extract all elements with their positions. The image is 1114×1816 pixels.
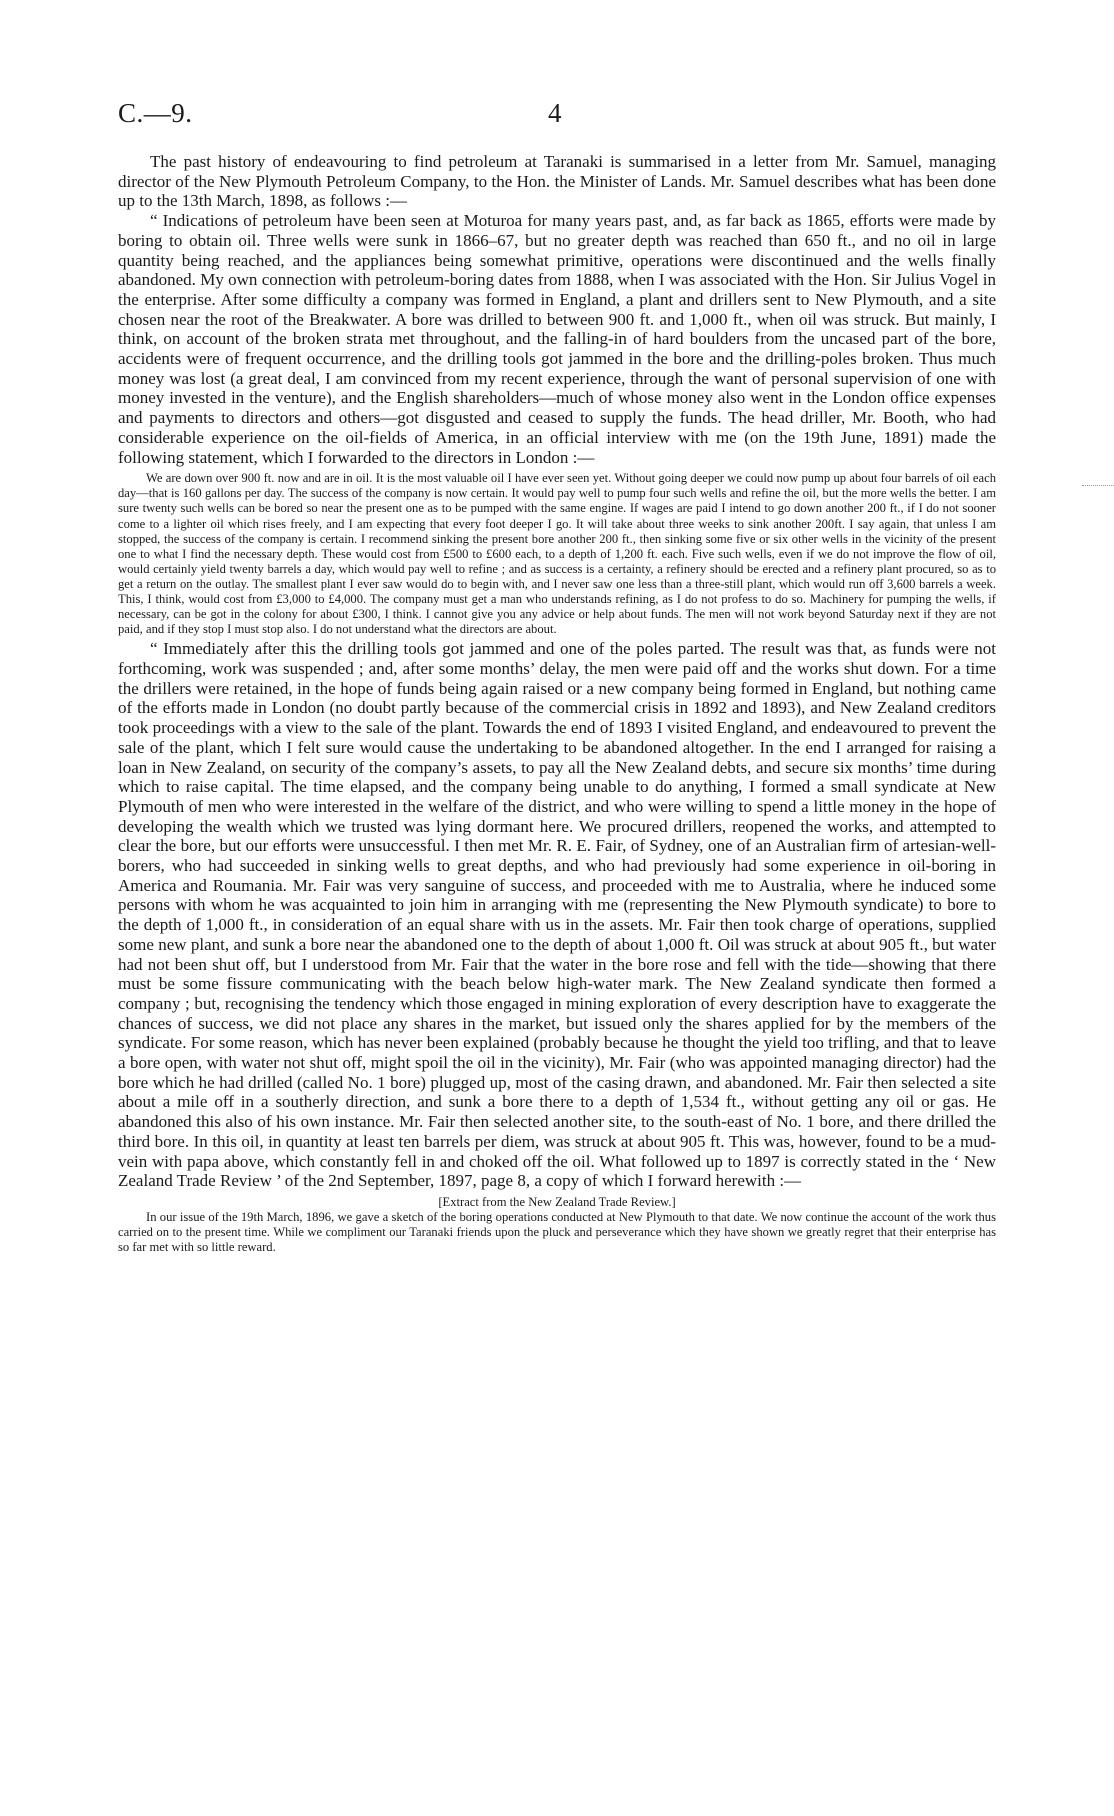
intro-paragraph: The past history of endeavouring to find petroleum at Taranaki is summarised in a letter from Mr. Samuel, managing director of the New Plymouth Petroleum Company, to the Hon. the Minister of Lands. Mr. Samuel describes what has been done up to the 13th March, 1898, as follows :— bbox=[118, 152, 996, 211]
scan-edge-mark bbox=[1082, 485, 1114, 486]
extract-caption: [Extract from the New Zealand Trade Review.] bbox=[438, 1194, 676, 1209]
page-header bbox=[118, 98, 996, 138]
letter-paragraph-1: “ Indications of petroleum have been seen at Moturoa for many years past, and, as far back as 1865, efforts were made by boring to obtain oil. Three wells were sunk in 1866–67, but no greater depth was reached than 650 ft., and no oil in large quantity being reached, and the appliances being somewhat primitive, operations were discontinued and the wells finally abandoned. My own connection with petroleum-boring dates from 1888, when I was associated with the Hon. Sir Julius Vogel in the enterprise. After some difficulty a company was formed in England, a plant and drillers sent to New Plymouth, and a site chosen near the root of the Breakwater. A bore was drilled to between 900 ft. and 1,000 ft., when oil was struck. But mainly, I think, on account of the broken strata met throughout, and the falling-in of hard boulders from the uncased part of the bore, accidents were of frequent occurrence, and the drilling tools got jammed in the bore and the drilling-poles broken. Thus much money was lost (a great deal, I am convinced from my recent experience, through the want of personal supervision of one with money invested in the venture), and the English shareholders—much of whose money also went in the London office expenses and payments to directors and others—got disgusted and ceased to supply the funds. The head driller, Mr. Booth, who had considerable experience on the oil-fields of America, in an official interview with me (on the 19th June, 1891) made the following statement, which I forwarded to the directors in London :— bbox=[118, 211, 996, 467]
booth-statement-paragraph: We are down over 900 ft. now and are in oil. It is the most valuable oil I have ever seen yet. Without going deeper we could now pump up about four barrels of oil each day—that is 160 gallons per day. The success of the company is now certain. It would pay well to pump four such wells and refine the oil, but the more wells the better. I am sure twenty such wells can be bored so near the present one as to be pumped with the same engine. If wages are paid I intend to go down another 200 ft., if I do not sooner come to a lighter oil which rises freely, and I am expecting that every foot deeper I go. It will take about three weeks to sink another 200ft. I say again, that unless I am stopped, the success of the company is certain. I recommend sinking the present bore another 200 ft., then sinking some five or six other wells in the vicinity of the present one to what I find the necessary depth. These would cost from £500 to £600 each, to a depth of 1,200 ft. each. Five such wells, even if we do not improve the flow of oil, would certainly yield twenty barrels a day, which would pay well to refine ; and as success is a certainty, a refinery should be erected and a refinery plant procured, so as to get a return on the outlay. The smallest plant I ever saw would do to begin with, and I never saw one less than a three-still plant, which would run off 3,600 barrels a week. This, I think, would cost from £3,000 to £4,000. The company must get a man who understands refining, as I do not profess to do so. Machinery for pumping the wells, if necessary, can be got in the colony for about £300, I think. I cannot give you any advice or help about funds. The men will not work beyond Saturday next if they are not paid, and if they stop I must stop also. I do not understand what the directors are about. bbox=[118, 471, 996, 637]
page-body bbox=[118, 152, 996, 1255]
paper-reference: C.—9. bbox=[118, 98, 193, 128]
page-number: 4 bbox=[548, 98, 562, 128]
extract-paragraph: In our issue of the 19th March, 1896, we gave a sketch of the boring operations conducted at New Plymouth to that date. We now continue the account of the work thus carried on to the present time. While we compliment our Taranaki friends upon the pluck and perseverance which they have shown we greatly regret that their enterprise has so far met with so little reward. bbox=[118, 1210, 996, 1255]
letter-paragraph-2: “ Immediately after this the drilling tools got jammed and one of the poles parted. The result was that, as funds were not forthcoming, work was suspended ; and, after some months’ delay, the men were paid off and the works shut down. For a time the drillers were retained, in the hope of funds being again raised or a new company being formed in England, but nothing came of the efforts made in London (no doubt partly because of the commercial crisis in 1892 and 1893), and New Zealand creditors took proceedings with a view to the sale of the plant. Towards the end of 1893 I visited England, and endeavoured to prevent the sale of the plant, which I felt sure would cause the undertaking to be abandoned altogether. In the end I arranged for raising a loan in New Zealand, on security of the company’s assets, to pay all the New Zealand debts, and secure six months’ time during which to raise capital. The time elapsed, and the company being unable to do anything, I formed a small syndicate at New Plymouth of men who were interested in the welfare of the district, and who were willing to spend a little money in the hope of developing the wealth which we trusted was lying dormant here. We procured drillers, reopened the works, and attempted to clear the bore, but our efforts were unsuccessful. I then met Mr. R. E. Fair, of Sydney, one of an Australian firm of artesian-well-borers, who had succeeded in sinking wells to great depths, and who had previously had some experience in oil-boring in America and Roumania. Mr. Fair was very sanguine of success, and proceeded with me to Australia, where he induced some persons with whom he was acquainted to join him in arranging with me (representing the New Plymouth syndicate) to bore to the depth of 1,000 ft., in consideration of an equal share with us in the assets. Mr. Fair then took charge of operations, supplied some new plant, and sunk a bore near the abandoned one to the depth of about 1,000 ft. Oil was struck at about 905 ft., but water had not been shut off, but I understood from Mr. Fair that the water in the bore rose and fell with the tide—showing that there must be some fissure communicating with the beach below high-water mark. The New Zealand syndicate then formed a company ; but, recognising the tendency which those engaged in mining exploration of every description have to exaggerate the chances of success, we did not place any shares in the market, but issued only the shares applied for by the members of the syndicate. For some reason, which has never been explained (probably because he thought the yield too trifling, and that to leave a bore open, with water not shut off, might spoil the oil in the vicinity), Mr. Fair (who was appointed managing director) had the bore which he had drilled (called No. 1 bore) plugged up, most of the casing drawn, and abandoned. Mr. Fair then selected a site about a mile off in a southerly direction, and sunk a bore there to a depth of 1,534 ft., without getting any oil or gas. He abandoned this also of his own instance. Mr. Fair then selected another site, to the south-east of No. 1 bore, and there drilled the third bore. In this oil, in quantity at least ten barrels per diem, was struck at about 905 ft. This was, however, found to be a mud-vein with papa above, which constantly fell in and choked off the oil. What followed up to 1897 is correctly stated in the ‘ New Zealand Trade Review ’ of the 2nd September, 1897, page 8, a copy of which I forward herewith :— bbox=[118, 639, 996, 1191]
